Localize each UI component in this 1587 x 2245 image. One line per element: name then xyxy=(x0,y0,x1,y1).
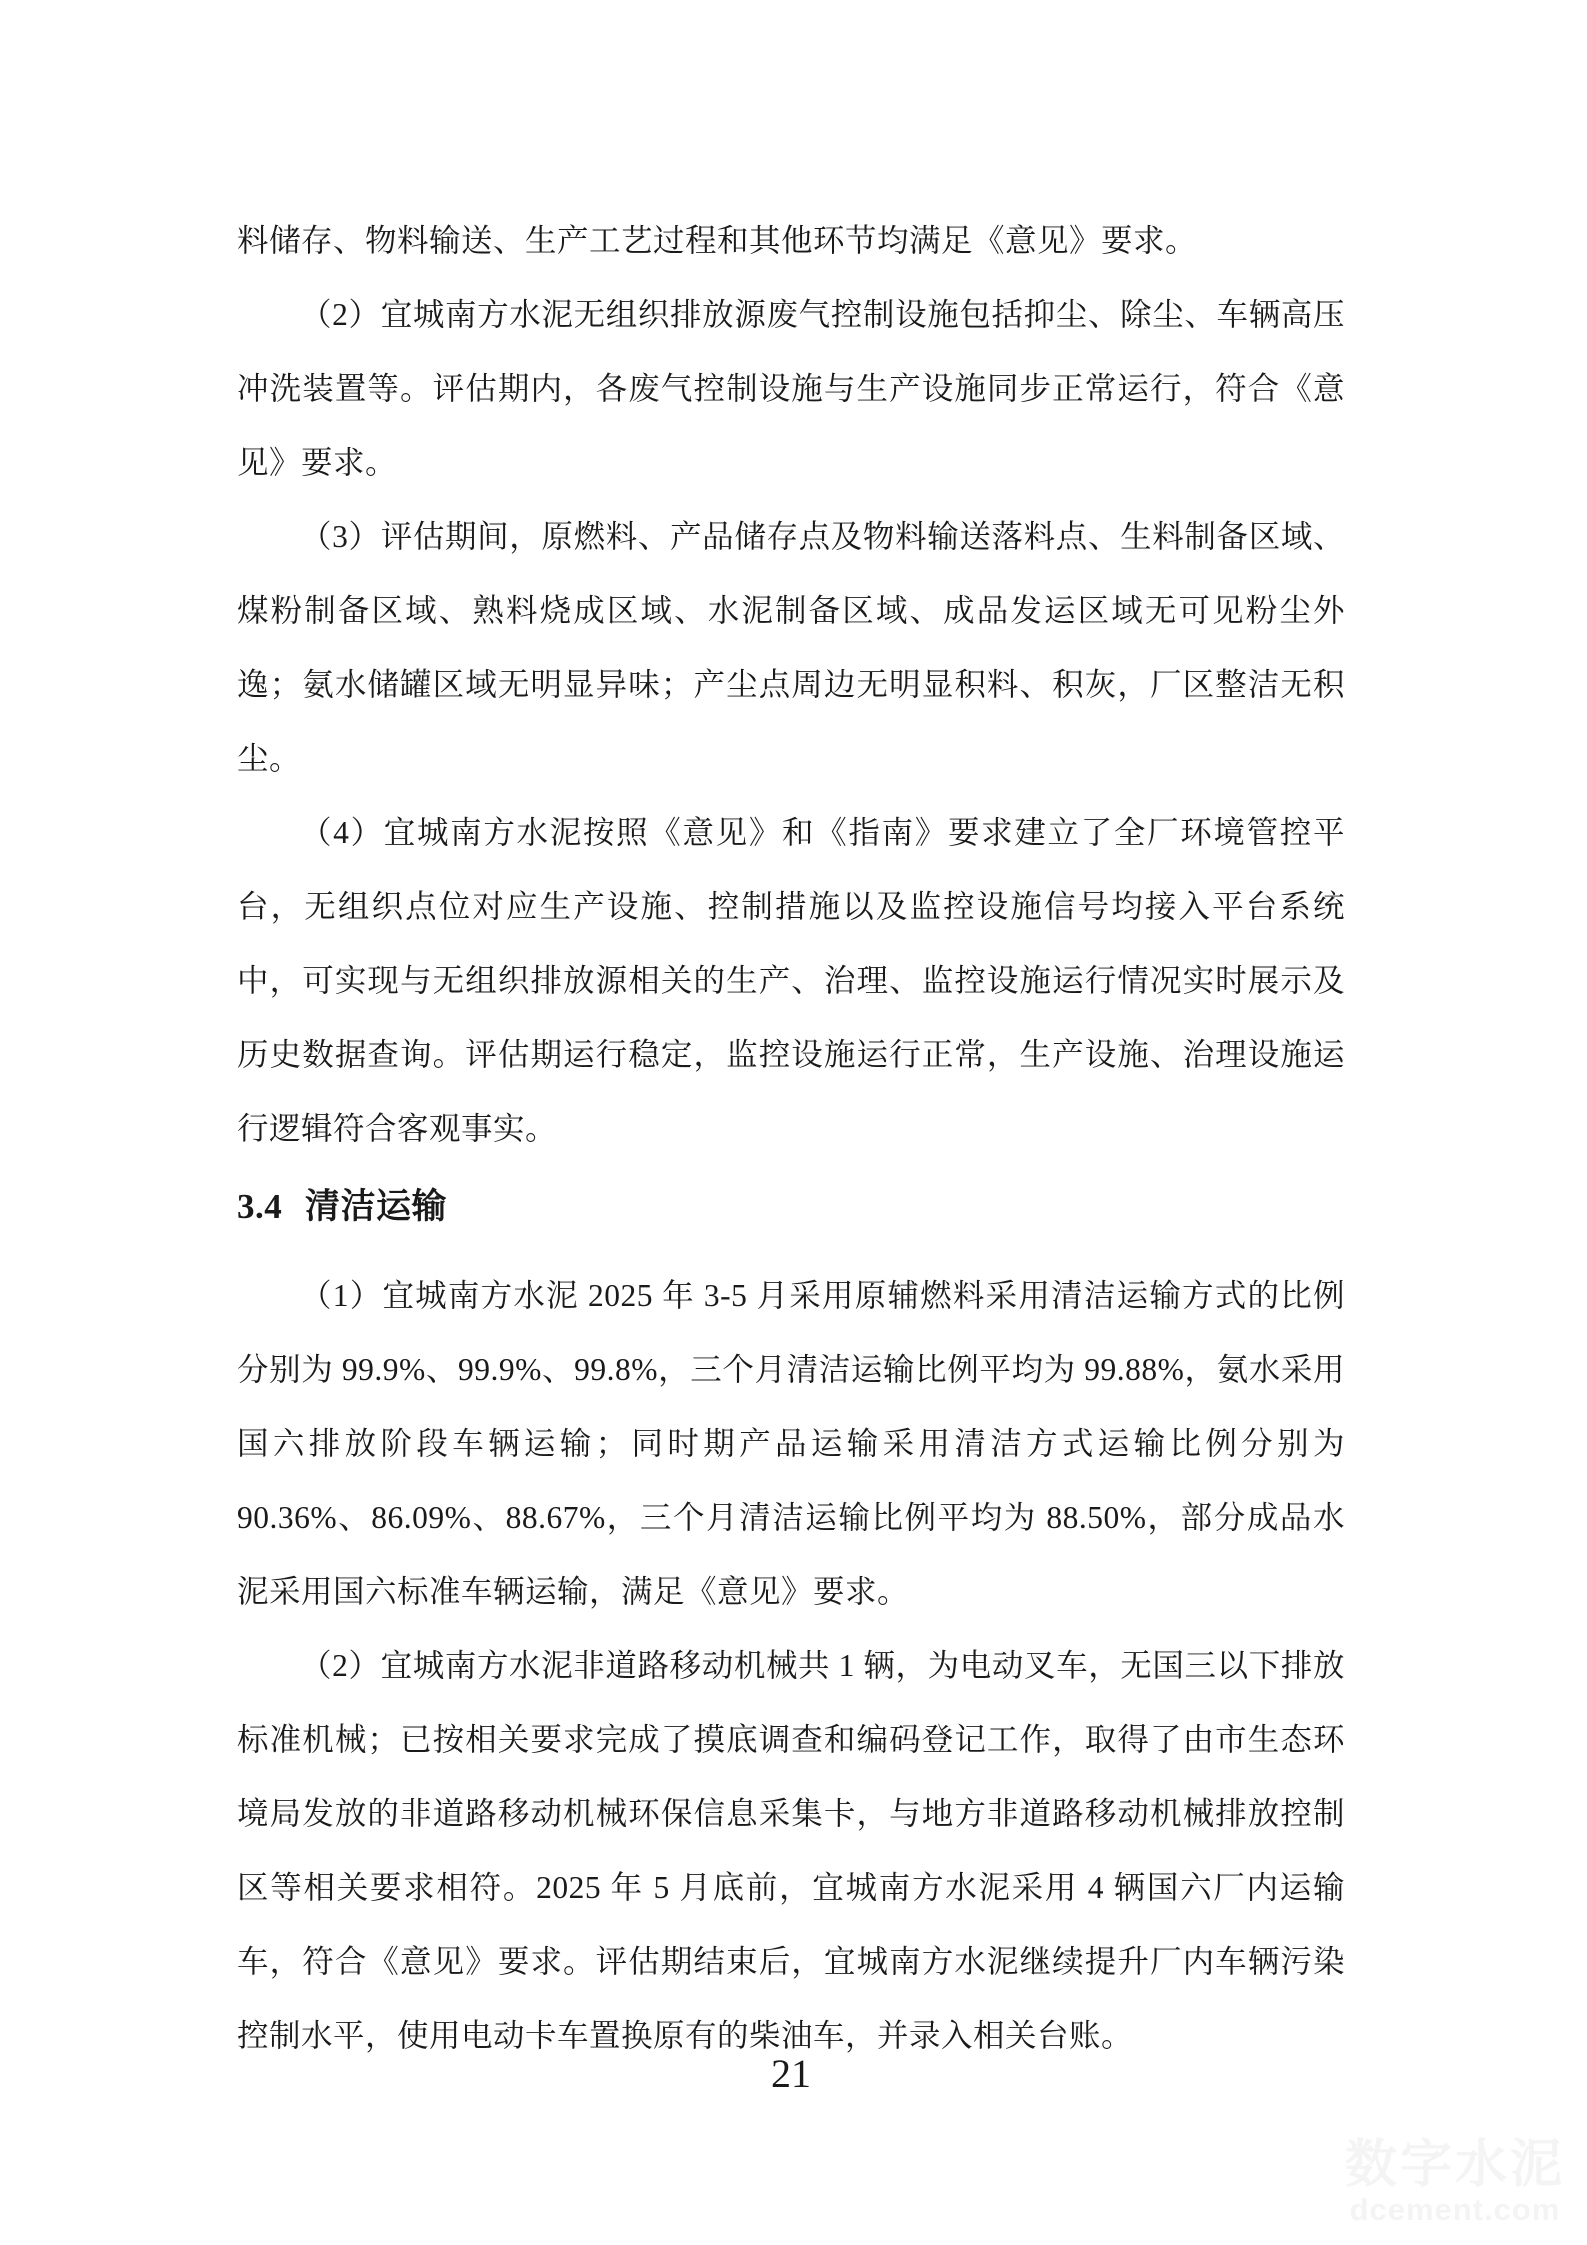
page-number: 21 xyxy=(771,2051,811,2096)
paragraph-item-3: （3）评估期间，原燃料、产品储存点及物料输送落料点、生料制备区域、煤粉制备区域、熟料烧成区域、水泥制备区域、成品发运区域无可见粉尘外逸；氨水储罐区域无明显异味；产尘点周边无明显积料、积灰，厂区整洁无积尘。 xyxy=(237,519,1345,776)
section-title: 清洁运输 xyxy=(305,1187,448,1226)
watermark xyxy=(1345,2138,1565,2228)
document-body xyxy=(237,204,1345,2073)
section-number: 3.4 xyxy=(237,1187,283,1226)
section-heading xyxy=(237,1170,1345,1244)
paragraph-transport-2: （2）宜城南方水泥非道路移动机械共 1 辆，为电动叉车，无国三以下排放标准机械；已按相关要求完成了摸底调查和编码登记工作，取得了由市生态环境局发放的非道路移动机械环保信息采集卡，与地方非道路移动机械排放控制区等相关要求相符。2025 年 5 月底前，宜城南方水泥采用 4 辆国六厂内运输车，符合《意见》要求。评估期结束后，宜城南方水泥继续提升厂内车辆污染控制水平，使用电动卡车置换原有的柴油车，并录入相关台账。 xyxy=(237,1648,1345,2053)
paragraph-item-4: （4）宜城南方水泥按照《意见》和《指南》要求建立了全厂环境管控平台，无组织点位对应生产设施、控制措施以及监控设施信号均接入平台系统中，可实现与无组织排放源相关的生产、治理、监控设施运行情况实时展示及历史数据查询。评估期运行稳定，监控设施运行正常，生产设施、治理设施运行逻辑符合客观事实。 xyxy=(237,815,1345,1146)
paragraph-item-2: （2）宜城南方水泥无组织排放源废气控制设施包括抑尘、除尘、车辆高压冲洗装置等。评估期内，各废气控制设施与生产设施同步正常运行，符合《意见》要求。 xyxy=(237,297,1345,480)
paragraph-transport-1: （1）宜城南方水泥 2025 年 3-5 月采用原辅燃料采用清洁运输方式的比例分别为 99.9%、99.9%、99.8%，三个月清洁运输比例平均为 99.88%，氨水采用国六排放阶段车辆运输；同时期产品运输采用清洁方式运输比例分别为 90.36%、86.09%、88.67%，三个月清洁运输比例平均为 88.50%，部分成品水泥采用国六标准车辆运输，满足《意见》要求。 xyxy=(237,1278,1345,1609)
watermark-domain: dcement.com xyxy=(1349,2192,1561,2227)
paragraph-continuation: 料储存、物料输送、生产工艺过程和其他环节均满足《意见》要求。 xyxy=(237,223,1198,258)
watermark-brand: 数字水泥 xyxy=(1344,2136,1565,2194)
page-footer xyxy=(237,2052,1345,2096)
